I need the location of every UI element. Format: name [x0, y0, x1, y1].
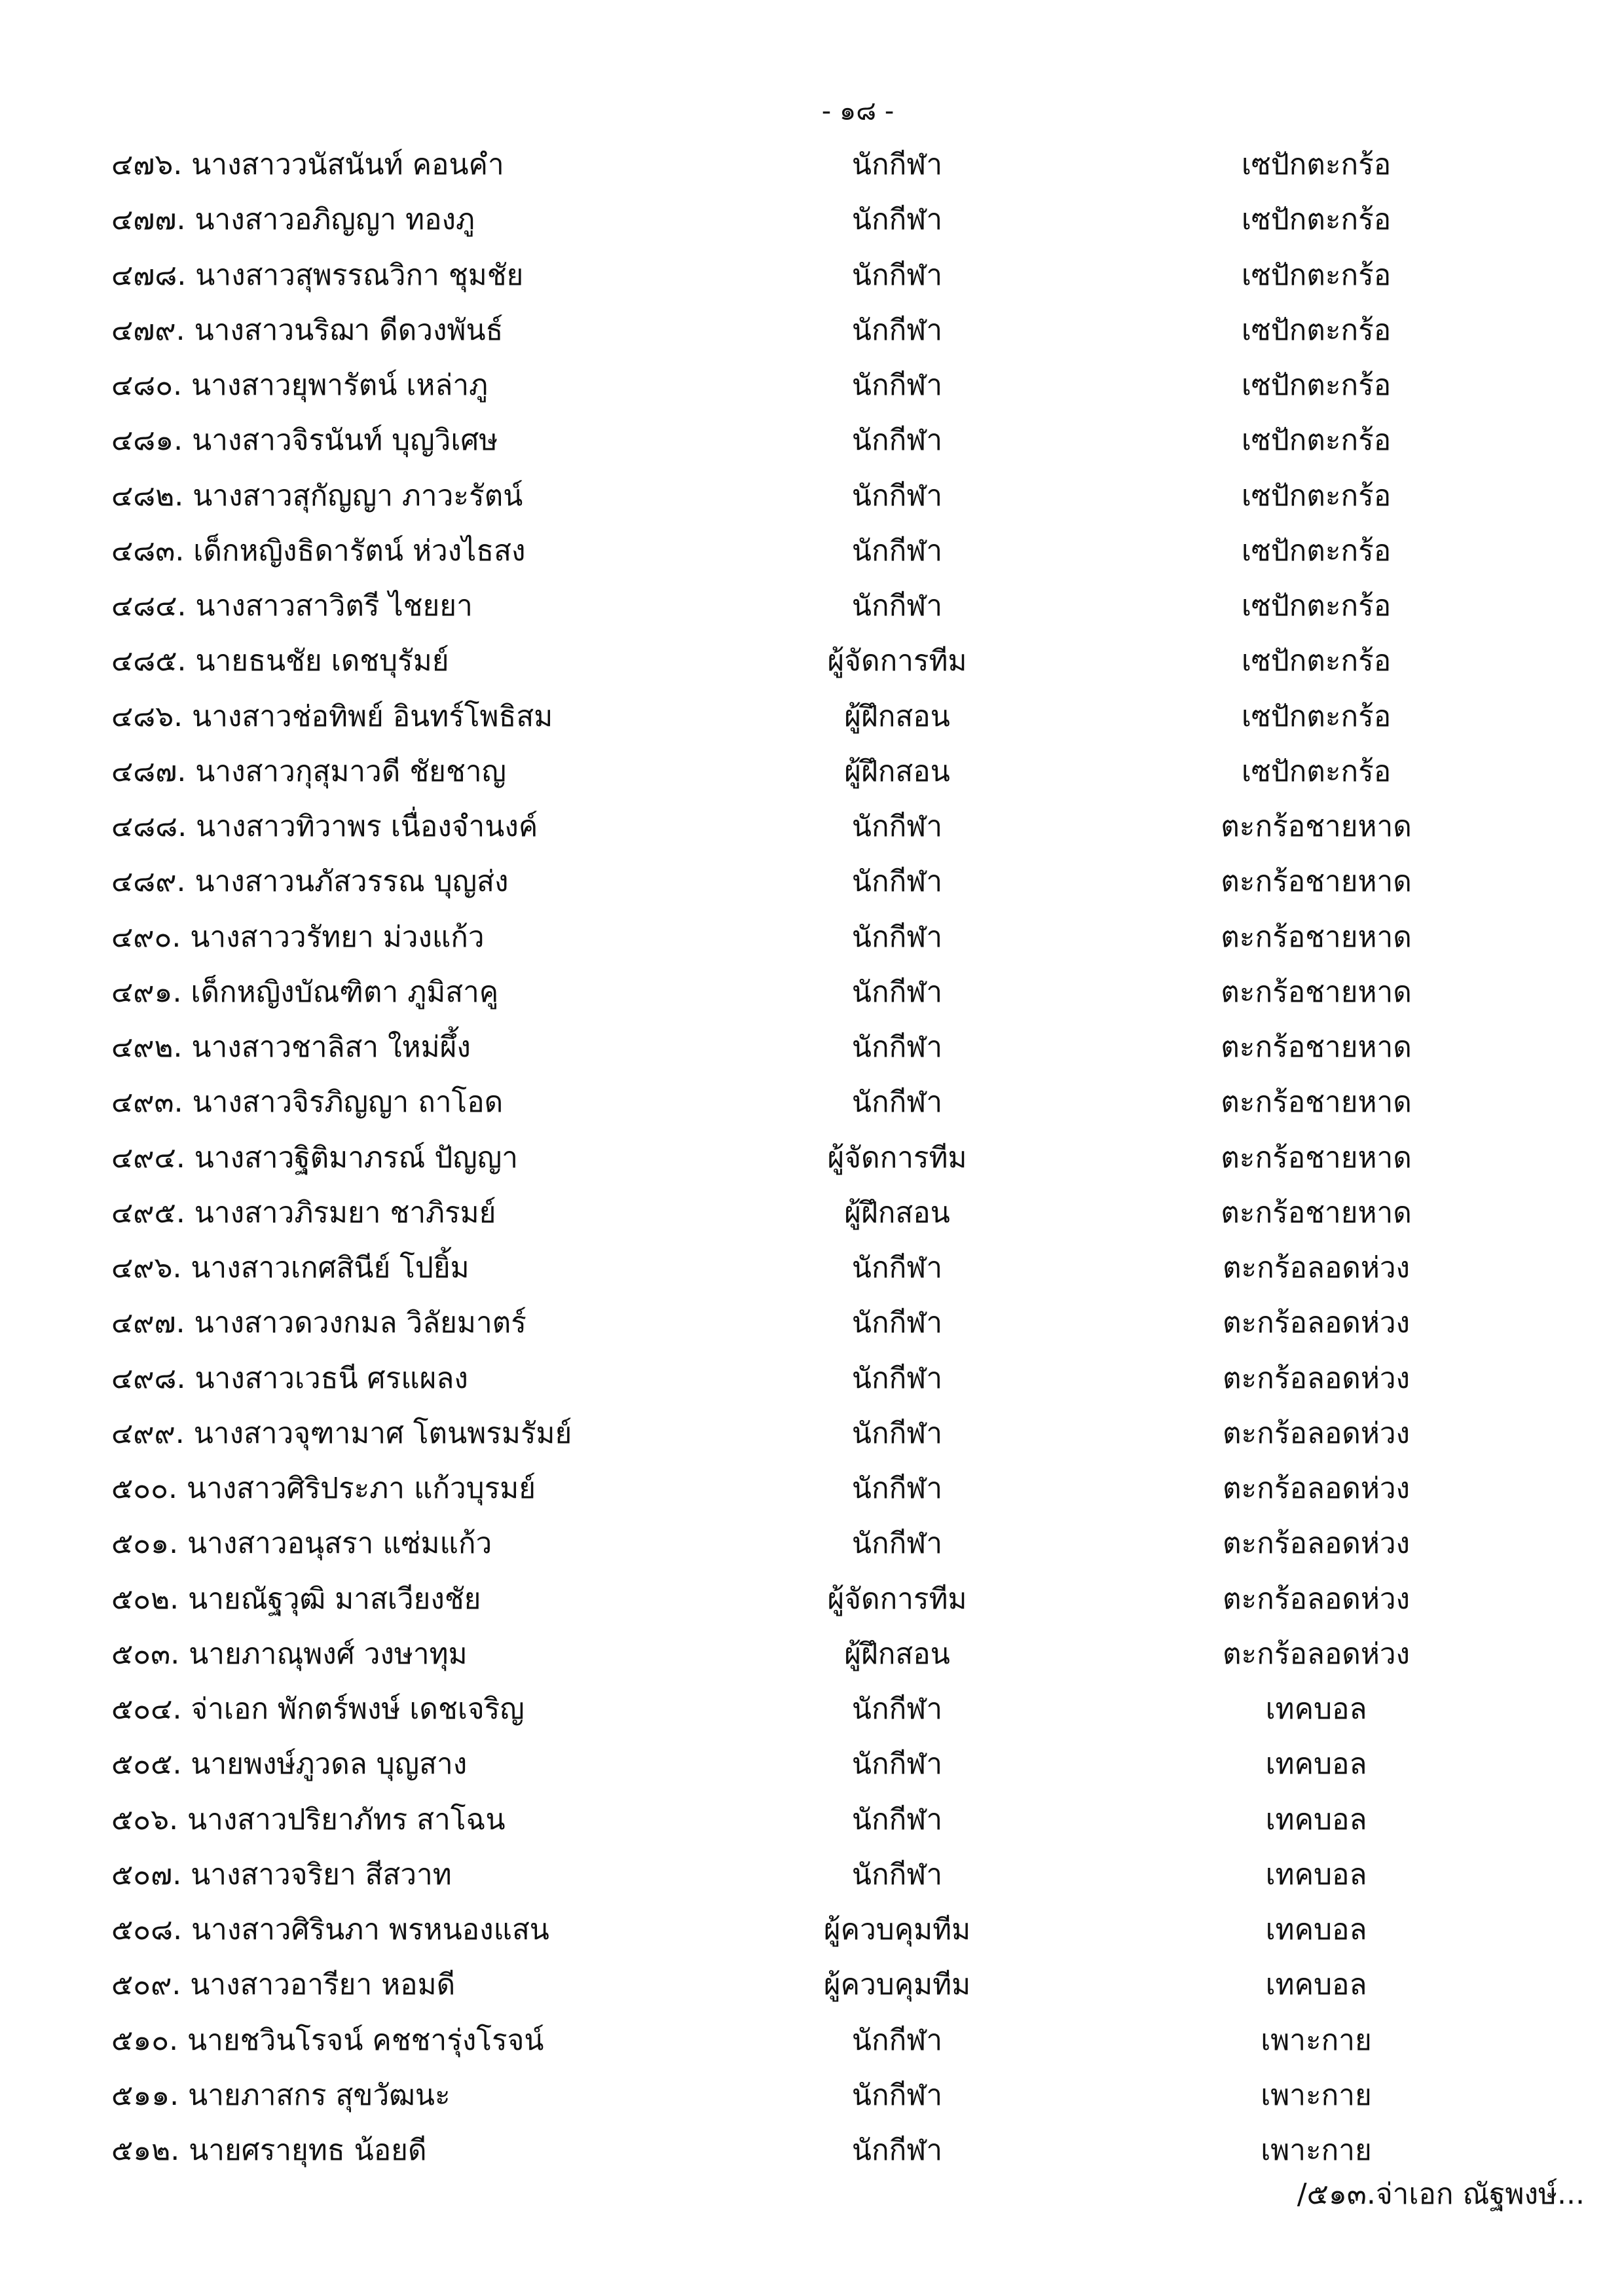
list-row	[0, 965, 1624, 1020]
entry-role: ผู้ฝึกสอน	[844, 1637, 950, 1671]
entry-role: นักกีฬา	[851, 479, 943, 513]
entry-sport: ตะกร้อลอดห่วง	[1222, 1306, 1411, 1340]
entry-name: ๔๙๐. นางสาววรัทยา ม่วงแก้ว	[111, 920, 485, 954]
entry-sport: เซปักตะกร้อ	[1241, 369, 1392, 402]
entry-role: นักกีฬา	[851, 920, 943, 954]
entry-name: ๕๐๙. นางสาวอารียา หอมดี	[111, 1968, 456, 2002]
entry-sport: เซปักตะกร้อ	[1241, 203, 1392, 237]
entry-name: ๔๙๘. นางสาวเวธนี ศรแผลง	[111, 1361, 468, 1395]
entry-role: นักกีฬา	[851, 1527, 943, 1561]
list-row	[0, 303, 1624, 358]
list-row	[0, 2013, 1624, 2068]
entry-sport: เซปักตะกร้อ	[1241, 479, 1392, 513]
entry-sport: เทคบอล	[1265, 1913, 1367, 1946]
entry-role: นักกีฬา	[851, 258, 943, 292]
entry-sport: ตะกร้อชายหาด	[1221, 1140, 1412, 1175]
entry-sport: ตะกร้อลอดห่วง	[1222, 1472, 1411, 1505]
entry-sport: ตะกร้อลอดห่วง	[1222, 1637, 1411, 1671]
entry-role: นักกีฬา	[851, 313, 943, 347]
entry-name: ๕๐๘. นางสาวศิรินภา พรหนองแสน	[111, 1913, 549, 1946]
entry-role: นักกีฬา	[851, 2023, 943, 2057]
entry-role: นักกีฬา	[851, 1361, 943, 1395]
entry-name: ๔๘๘. นางสาวทิวาพร เนื่องจำนงค์	[111, 810, 538, 843]
entry-name: ๕๐๒. นายณัฐวุฒิ มาสเวียงชัย	[111, 1582, 481, 1616]
entry-role: นักกีฬา	[851, 1030, 943, 1064]
list-row	[0, 910, 1624, 965]
list-row	[0, 799, 1624, 854]
entry-name: ๔๘๔. นางสาวสาวิตรี ไชยยา	[111, 589, 473, 623]
entry-role: นักกีฬา	[851, 1416, 943, 1450]
list-row	[0, 192, 1624, 247]
list-row	[0, 1903, 1624, 1958]
list-row	[0, 2123, 1624, 2178]
entry-sport: เซปักตะกร้อ	[1241, 644, 1392, 678]
list-row	[0, 524, 1624, 579]
entry-sport: ตะกร้อชายหาด	[1221, 865, 1412, 899]
list-row	[0, 744, 1624, 799]
entry-name: ๕๐๖. นางสาวปริยาภัทร สาโฉน	[111, 1802, 506, 1836]
entry-sport: เซปักตะกร้อ	[1241, 258, 1392, 292]
list-row	[0, 1075, 1624, 1130]
list-row	[0, 689, 1624, 744]
entry-role: นักกีฬา	[851, 1306, 943, 1340]
list-row	[0, 1351, 1624, 1406]
entry-sport: เซปักตะกร้อ	[1241, 424, 1392, 458]
entry-sport: ตะกร้อชายหาด	[1221, 810, 1412, 843]
entry-role: นักกีฬา	[851, 865, 943, 899]
continuation-note: /๕๑๓.จ่าเอก ณัฐพงษ์...	[1297, 2178, 1585, 2211]
entry-name: ๕๐๗. นางสาวจริยา สีสวาท	[111, 1857, 452, 1891]
entry-role: นักกีฬา	[851, 2078, 943, 2112]
entry-name: ๔๗๙. นางสาวนริฌา ดีดวงพันธ์	[111, 313, 504, 347]
list-row	[0, 1627, 1624, 1682]
entry-sport: เซปักตะกร้อ	[1241, 699, 1392, 733]
entry-name: ๔๘๐. นางสาวยุพารัตน์ เหล่าภู	[111, 369, 489, 402]
entry-name: ๔๙๙. นางสาวจุฑามาศ โตนพรมรัมย์	[111, 1416, 572, 1450]
entry-name: ๔๘๗. นางสาวกุสุมาวดี ชัยชาญ	[111, 754, 507, 788]
entry-sport: เซปักตะกร้อ	[1241, 754, 1392, 788]
entry-name: ๕๑๒. นายศรายุทธ น้อยดี	[111, 2134, 427, 2167]
entry-name: ๔๗๖. นางสาววนัสนันท์ คอนคำ	[111, 148, 504, 181]
list-row	[0, 358, 1624, 413]
entry-role: นักกีฬา	[851, 148, 943, 181]
list-row	[0, 469, 1624, 524]
entry-sport: เพาะกาย	[1261, 2023, 1372, 2057]
entry-name: ๕๐๐. นางสาวศิริประภา แก้วบุรมย์	[111, 1472, 536, 1505]
list-row	[0, 579, 1624, 634]
entry-role: นักกีฬา	[851, 2134, 943, 2167]
entry-name: ๕๐๓. นายภาณุพงศ์ วงษาทุม	[111, 1637, 468, 1671]
entry-role: ผู้ควบคุมทีม	[823, 1913, 971, 1946]
entry-role: ผู้ควบคุมทีม	[823, 1968, 971, 2002]
entry-sport: เทคบอล	[1265, 1747, 1367, 1781]
list-row	[0, 854, 1624, 909]
entry-role: นักกีฬา	[851, 369, 943, 402]
entry-role: นักกีฬา	[851, 589, 943, 623]
list-row	[0, 1241, 1624, 1296]
entry-name: ๔๙๗. นางสาวดวงกมล วิลัยมาตร์	[111, 1306, 526, 1340]
list-row	[0, 1516, 1624, 1571]
entry-role: ผู้จัดการทีม	[827, 1582, 967, 1616]
entry-sport: เซปักตะกร้อ	[1241, 589, 1392, 623]
list-row	[0, 248, 1624, 303]
entry-role: นักกีฬา	[851, 810, 943, 843]
entry-name: ๕๐๔. จ่าเอก พักตร์พงษ์ เดชเจริญ	[111, 1692, 525, 1726]
entry-role: ผู้จัดการทีม	[827, 1140, 967, 1175]
entry-role: ผู้ฝึกสอน	[844, 1195, 950, 1230]
entry-name: ๕๐๕. นายพงษ์ภูวดล บุญสาง	[111, 1747, 468, 1781]
entry-role: นักกีฬา	[851, 1802, 943, 1836]
entry-name: ๔๘๒. นางสาวสุกัญญา ภาวะรัตน์	[111, 479, 523, 513]
entry-role: นักกีฬา	[851, 1472, 943, 1505]
entry-name: ๔๙๑. เด็กหญิงบัณฑิตา ภูมิสาคู	[111, 975, 499, 1009]
entry-name: ๔๙๖. นางสาวเกศสินีย์ โปยิ้ม	[111, 1251, 470, 1285]
entry-name: ๕๑๑. นายภาสกร สุขวัฒนะ	[111, 2078, 451, 2112]
entry-name: ๔๙๔. นางสาวฐิติมาภรณ์ ปัญญา	[111, 1140, 518, 1175]
entry-sport: ตะกร้อลอดห่วง	[1222, 1527, 1411, 1561]
list-row	[0, 1793, 1624, 1848]
entry-sport: ตะกร้อชายหาด	[1221, 1195, 1412, 1230]
entry-sport: ตะกร้อลอดห่วง	[1222, 1361, 1411, 1395]
entry-role: นักกีฬา	[851, 534, 943, 568]
entry-name: ๔๙๕. นางสาวภิรมยา ชาภิรมย์	[111, 1195, 496, 1230]
list-row	[0, 1406, 1624, 1461]
entry-name: ๔๘๖. นางสาวช่อทิพย์ อินทร์โพธิสม	[111, 699, 553, 733]
entry-name: ๕๑๐. นายชวินโรจน์ คชชารุ่งโรจน์	[111, 2023, 544, 2057]
entry-name: ๔๗๗. นางสาวอภิญญา ทองภู	[111, 203, 475, 237]
entry-name: ๔๘๓. เด็กหญิงธิดารัตน์ ห่วงไธสง	[111, 534, 526, 568]
entry-role: ผู้ฝึกสอน	[844, 699, 950, 733]
list-row	[0, 2068, 1624, 2123]
entry-sport: เทคบอล	[1265, 1857, 1367, 1891]
list-row	[0, 1296, 1624, 1351]
entry-sport: ตะกร้อชายหาด	[1221, 1030, 1412, 1064]
entry-name: ๔๗๘. นางสาวสุพรรณวิกา ชุมชัย	[111, 258, 524, 292]
list-row	[0, 413, 1624, 468]
entry-name: ๔๘๕. นายธนชัย เดชบุรัมย์	[111, 644, 449, 678]
list-row	[0, 1682, 1624, 1737]
entry-name: ๔๘๙. นางสาวนภัสวรรณ บุญส่ง	[111, 865, 509, 899]
entry-sport: ตะกร้อลอดห่วง	[1222, 1416, 1411, 1450]
entry-role: นักกีฬา	[851, 1747, 943, 1781]
entry-sport: เทคบอล	[1265, 1802, 1367, 1836]
entry-role: นักกีฬา	[851, 1251, 943, 1285]
entry-sport: เทคบอล	[1265, 1692, 1367, 1726]
entry-name: ๔๘๑. นางสาวจิรนันท์ บุญวิเศษ	[111, 424, 498, 458]
list-row	[0, 1461, 1624, 1516]
entry-role: นักกีฬา	[851, 203, 943, 237]
entry-role: นักกีฬา	[851, 1857, 943, 1891]
entry-sport: ตะกร้อชายหาด	[1221, 975, 1412, 1009]
entry-sport: ตะกร้อลอดห่วง	[1222, 1582, 1411, 1616]
list-row	[0, 634, 1624, 689]
entry-name: ๔๙๓. นางสาวจิรภิญญา ถาโอด	[111, 1085, 504, 1120]
entry-role: ผู้จัดการทีม	[827, 644, 967, 678]
entry-role: ผู้ฝึกสอน	[844, 754, 950, 788]
entry-name: ๕๐๑. นางสาวอนุสรา แซ่มแก้ว	[111, 1527, 492, 1561]
entry-name: ๔๙๒. นางสาวชาลิสา ใหม่ผึ้ง	[111, 1030, 471, 1064]
list-row	[0, 137, 1624, 192]
list-row	[0, 1020, 1624, 1075]
entry-sport: ตะกร้อชายหาด	[1221, 920, 1412, 954]
entry-sport: เทคบอล	[1265, 1968, 1367, 2002]
entry-sport: เพาะกาย	[1261, 2134, 1372, 2167]
entry-sport: เซปักตะกร้อ	[1241, 148, 1392, 181]
list-row	[0, 1848, 1624, 1903]
list-row	[0, 1572, 1624, 1627]
list-row	[0, 1186, 1624, 1241]
list-row	[0, 1737, 1624, 1792]
entry-sport: ตะกร้อลอดห่วง	[1222, 1251, 1411, 1285]
entry-role: นักกีฬา	[851, 975, 943, 1009]
entry-role: นักกีฬา	[851, 1692, 943, 1726]
entry-role: นักกีฬา	[851, 424, 943, 458]
name-list	[0, 137, 1624, 2178]
entry-sport: เซปักตะกร้อ	[1241, 534, 1392, 568]
entry-sport: ตะกร้อชายหาด	[1221, 1085, 1412, 1120]
entry-role: นักกีฬา	[851, 1085, 943, 1120]
page-number: - ๑๘ -	[821, 96, 895, 126]
entry-sport: เซปักตะกร้อ	[1241, 313, 1392, 347]
list-row	[0, 1958, 1624, 2013]
list-row	[0, 1131, 1624, 1186]
entry-sport: เพาะกาย	[1261, 2078, 1372, 2112]
